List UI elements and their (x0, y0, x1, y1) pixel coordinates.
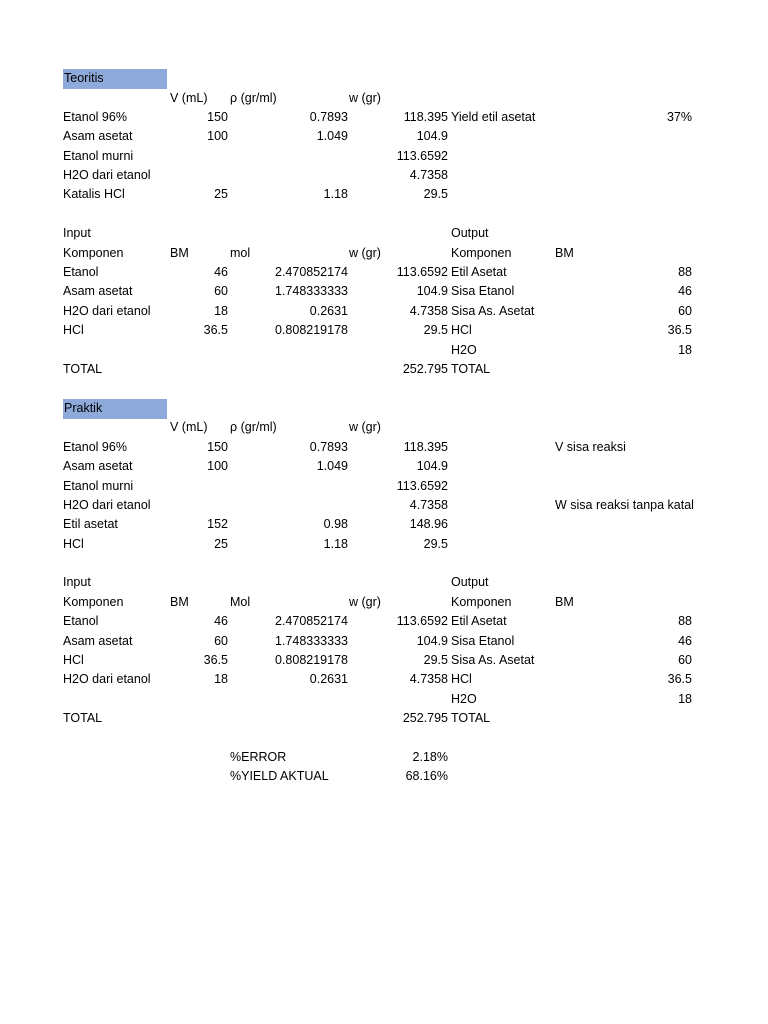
cell-bm: 18 (214, 304, 228, 318)
table-row (0, 690, 768, 710)
row-label: Etanol 96% (63, 440, 127, 454)
cell-mol: 0.2631 (309, 304, 348, 318)
table-row (0, 302, 768, 322)
cell-volume: 100 (207, 129, 228, 143)
table-row (0, 632, 768, 652)
cell-density: 0.7893 (309, 110, 348, 124)
side-label: W sisa reaksi tanpa katal (555, 498, 694, 512)
teoritis-row-etanol96 (0, 108, 768, 128)
table-row (0, 282, 768, 302)
row-label: Etanol 96% (63, 110, 127, 124)
cell-density: 0.7893 (309, 440, 348, 454)
teoritis-row-asam-asetat (0, 127, 768, 147)
row-label: HCl (63, 653, 84, 667)
praktik-row-etanol-murni (0, 477, 768, 497)
cell-weight: 113.6592 (396, 265, 448, 279)
praktik-total-row (0, 709, 768, 729)
row-label: Etanol (63, 614, 99, 628)
out-bm: 18 (678, 692, 692, 706)
error-row (0, 748, 768, 768)
header-out-komponen: Komponen (451, 595, 512, 609)
cell-weight: 29.5 (423, 187, 448, 201)
output-label: Output (451, 575, 489, 589)
cell-weight: 29.5 (423, 653, 448, 667)
yield-row (0, 767, 768, 787)
table-row (0, 341, 768, 361)
cell-density: 1.18 (323, 537, 348, 551)
cell-density: 1.18 (323, 187, 348, 201)
out-bm: 46 (678, 634, 692, 648)
praktik-row-h2o (0, 496, 768, 516)
header-mol: mol (230, 246, 251, 260)
row-label: Katalis HCl (63, 187, 125, 201)
cell-weight: 113.6592 (396, 479, 448, 493)
yield-aktual-value: 68.16% (405, 769, 448, 783)
header-weight: w (gr) (349, 420, 381, 434)
cell-density: 1.049 (316, 129, 348, 143)
out-label: HCl (451, 323, 472, 337)
total-weight: 252.795 (402, 362, 448, 376)
teoritis-row-katalis (0, 185, 768, 205)
praktik-row-hcl (0, 535, 768, 555)
praktik-title-row (0, 399, 768, 419)
yield-aktual-label: %YIELD AKTUAL (230, 769, 329, 783)
cell-density: 0.98 (323, 517, 348, 531)
teoritis-io-labels (0, 224, 768, 244)
out-label: Etil Asetat (451, 614, 507, 628)
header-weight: w (gr) (349, 595, 381, 609)
yield-value: 37% (666, 110, 692, 124)
cell-volume: 152 (207, 517, 228, 531)
cell-mol: 1.748333333 (275, 634, 348, 648)
cell-weight: 104.9 (416, 459, 448, 473)
total-label: TOTAL (63, 711, 103, 725)
teoritis-row-etanol-murni (0, 147, 768, 167)
total-label: TOTAL (63, 362, 103, 376)
teoritis-row-h2o (0, 166, 768, 186)
cell-weight: 29.5 (423, 537, 448, 551)
cell-bm: 18 (214, 672, 228, 686)
cell-bm: 46 (214, 265, 228, 279)
header-out-bm: BM (555, 246, 574, 260)
error-label: %ERROR (230, 750, 287, 764)
header-density: ρ (gr/ml) (230, 91, 277, 105)
out-label: Sisa Etanol (451, 284, 515, 298)
table-row (0, 321, 768, 341)
out-bm: 36.5 (667, 672, 692, 686)
out-label: H2O (451, 343, 477, 357)
row-label: Etanol murni (63, 149, 134, 163)
praktik-io-header-row (0, 593, 768, 613)
header-weight: w (gr) (349, 91, 381, 105)
out-bm: 46 (678, 284, 692, 298)
out-bm: 36.5 (667, 323, 692, 337)
teoritis-title-row (0, 69, 768, 89)
header-volume: V (mL) (170, 91, 208, 105)
out-bm: 88 (678, 265, 692, 279)
cell-weight: 118.395 (403, 440, 448, 454)
total-weight: 252.795 (402, 711, 448, 725)
section-title-praktik: Praktik (63, 399, 167, 419)
row-label: H2O dari etanol (63, 168, 151, 182)
praktik-row-etanol96 (0, 438, 768, 458)
total-out-label: TOTAL (451, 711, 491, 725)
table-row (0, 670, 768, 690)
cell-weight: 29.5 (423, 323, 448, 337)
cell-weight: 4.7358 (409, 304, 448, 318)
cell-volume: 25 (214, 537, 228, 551)
table-row (0, 612, 768, 632)
cell-mol: 1.748333333 (275, 284, 348, 298)
error-value: 2.18% (412, 750, 448, 764)
cell-weight: 4.7358 (409, 168, 448, 182)
teoritis-total-row (0, 360, 768, 380)
cell-mol: 2.470852174 (275, 614, 348, 628)
out-bm: 60 (678, 304, 692, 318)
cell-weight: 118.395 (403, 110, 448, 124)
cell-density: 1.049 (316, 459, 348, 473)
cell-weight: 113.6592 (396, 149, 448, 163)
row-label: Etanol murni (63, 479, 134, 493)
out-bm: 88 (678, 614, 692, 628)
cell-volume: 150 (207, 110, 228, 124)
total-out-label: TOTAL (451, 362, 491, 376)
yield-label: Yield etil asetat (451, 110, 536, 124)
cell-bm: 60 (214, 634, 228, 648)
out-label: Etil Asetat (451, 265, 507, 279)
header-density: ρ (gr/ml) (230, 420, 277, 434)
praktik-header-row (0, 418, 768, 438)
cell-weight: 4.7358 (409, 672, 448, 686)
out-label: Sisa Etanol (451, 634, 515, 648)
out-bm: 18 (678, 343, 692, 357)
cell-volume: 25 (214, 187, 228, 201)
out-label: HCl (451, 672, 472, 686)
cell-weight: 104.9 (416, 129, 448, 143)
out-label: Sisa As. Asetat (451, 304, 535, 318)
row-label: H2O dari etanol (63, 498, 151, 512)
row-label: HCl (63, 537, 84, 551)
praktik-io-labels (0, 573, 768, 593)
cell-weight: 104.9 (416, 634, 448, 648)
table-row (0, 651, 768, 671)
side-label: V sisa reaksi (555, 440, 626, 454)
cell-volume: 150 (207, 440, 228, 454)
header-out-bm: BM (555, 595, 574, 609)
out-bm: 60 (678, 653, 692, 667)
row-label: H2O dari etanol (63, 304, 151, 318)
table-row (0, 263, 768, 283)
row-label: Etil asetat (63, 517, 118, 531)
cell-weight: 148.96 (409, 517, 448, 531)
cell-bm: 36.5 (203, 653, 228, 667)
header-komponen: Komponen (63, 595, 124, 609)
row-label: Asam asetat (63, 459, 133, 473)
cell-bm: 36.5 (203, 323, 228, 337)
header-bm: BM (170, 595, 189, 609)
header-bm: BM (170, 246, 189, 260)
cell-weight: 104.9 (416, 284, 448, 298)
header-volume: V (mL) (170, 420, 208, 434)
row-label: H2O dari etanol (63, 672, 151, 686)
input-label: Input (63, 575, 91, 589)
praktik-row-asam-asetat (0, 457, 768, 477)
teoritis-header-row (0, 89, 768, 109)
cell-mol: 2.470852174 (275, 265, 348, 279)
out-label: H2O (451, 692, 477, 706)
cell-weight: 113.6592 (396, 614, 448, 628)
row-label: Asam asetat (63, 129, 133, 143)
header-weight: w (gr) (349, 246, 381, 260)
input-label: Input (63, 226, 91, 240)
header-komponen: Komponen (63, 246, 124, 260)
row-label: Etanol (63, 265, 99, 279)
cell-mol: 0.2631 (309, 672, 348, 686)
header-mol: Mol (230, 595, 251, 609)
row-label: Asam asetat (63, 634, 133, 648)
cell-bm: 60 (214, 284, 228, 298)
teoritis-io-header-row (0, 244, 768, 264)
cell-mol: 0.808219178 (275, 323, 348, 337)
header-out-komponen: Komponen (451, 246, 512, 260)
cell-weight: 4.7358 (409, 498, 448, 512)
output-label: Output (451, 226, 489, 240)
cell-mol: 0.808219178 (275, 653, 348, 667)
cell-bm: 46 (214, 614, 228, 628)
row-label: Asam asetat (63, 284, 133, 298)
section-title-teoritis: Teoritis (63, 69, 167, 89)
praktik-row-etil-asetat (0, 515, 768, 535)
out-label: Sisa As. Asetat (451, 653, 535, 667)
row-label: HCl (63, 323, 84, 337)
cell-volume: 100 (207, 459, 228, 473)
